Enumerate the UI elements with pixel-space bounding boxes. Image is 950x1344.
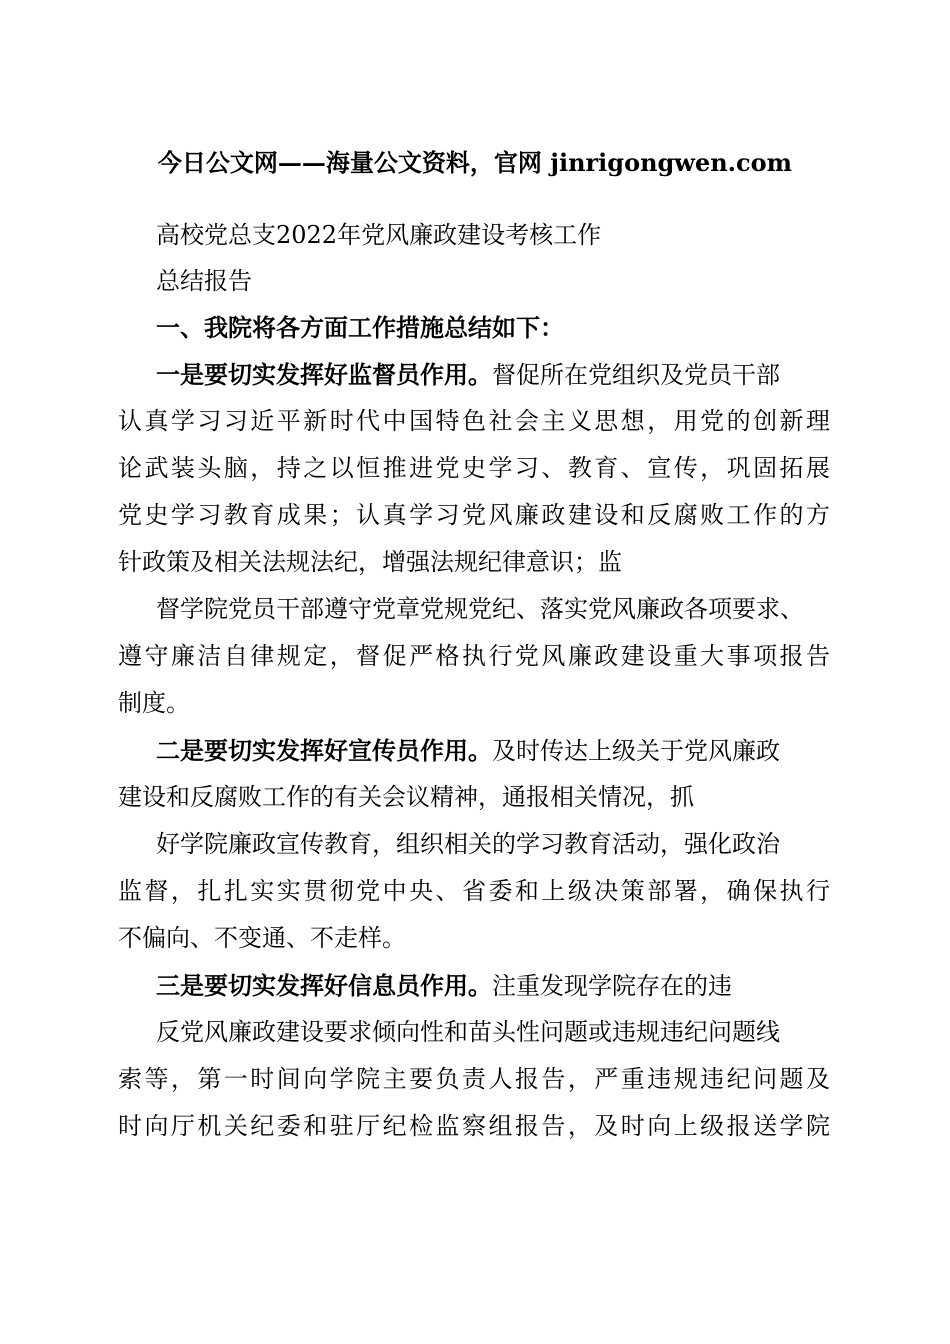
paragraph-4-line-2: 监督，扎扎实实贯彻党中央、省委和上级决策部署，确保执行: [118, 877, 830, 905]
paragraph-1-line-5: 针政策及相关法规法纪，增强法规纪律意识；监: [118, 548, 622, 576]
document-title-line-2: 总结报告: [156, 267, 252, 295]
paragraph-3-lead: 二是要切实发挥好宣传员作用。: [156, 736, 492, 765]
paragraph-1-lead: 一是要切实发挥好监督员作用。: [156, 360, 492, 389]
paragraph-2-line-3: 制度。: [118, 689, 190, 717]
paragraph-1-line-1: [118, 351, 830, 398]
paragraph-1-line-2: 认真学习习近平新时代中国特色社会主义思想，用党的创新理: [118, 407, 830, 435]
section-heading: 一、我院将各方面工作措施总结如下：: [156, 313, 564, 342]
paragraph-6-line-3: 时向厅机关纪委和驻厅纪检监察组报告，及时向上级报送学院: [118, 1112, 830, 1140]
paragraph-6-line-1: 反党风廉政建设要求倾向性和苗头性问题或违规违纪问题线: [156, 1018, 780, 1046]
paragraph-3-text: 及时传达上级关于党风廉政: [492, 737, 780, 765]
paragraph-3-line-1: [118, 727, 830, 774]
paragraph-6-line-2: 索等，第一时间向学院主要负责人报告，严重违规违纪问题及: [118, 1065, 830, 1093]
paragraph-3-line-2: 建设和反腐败工作的有关会议精神，通报相关情况，抓: [118, 783, 694, 811]
paragraph-1-line-3: 论武装头脑，持之以恒推进党史学习、教育、宣传，巩固拓展: [118, 454, 830, 482]
paragraph-4-line-3: 不偏向、不变通、不走样。: [118, 924, 406, 952]
paragraph-2-line-1: 督学院党员干部遵守党章党规党纪、落实党风廉政各项要求、: [156, 595, 804, 623]
site-header: 今日公文网——海量公文资料，官网 jinrigongwen.com: [157, 148, 793, 177]
document-title-line-1: 高校党总支2022年党风廉政建设考核工作: [156, 221, 602, 249]
paragraph-5-text: 注重发现学院存在的违: [492, 972, 732, 1000]
paragraph-1-text: 督促所在党组织及党员干部: [492, 361, 780, 389]
paragraph-1-line-4: 党史学习教育成果；认真学习党风廉政建设和反腐败工作的方: [118, 501, 830, 529]
paragraph-5-line-1: [118, 962, 830, 1009]
document-body: [118, 212, 830, 1150]
paragraph-4-line-1: 好学院廉政宣传教育，组织相关的学习教育活动，强化政治: [156, 830, 780, 858]
paragraph-5-lead: 三是要切实发挥好信息员作用。: [156, 971, 492, 1000]
paragraph-2-line-2: 遵守廉洁自律规定，督促严格执行党风廉政建设重大事项报告: [118, 642, 830, 670]
